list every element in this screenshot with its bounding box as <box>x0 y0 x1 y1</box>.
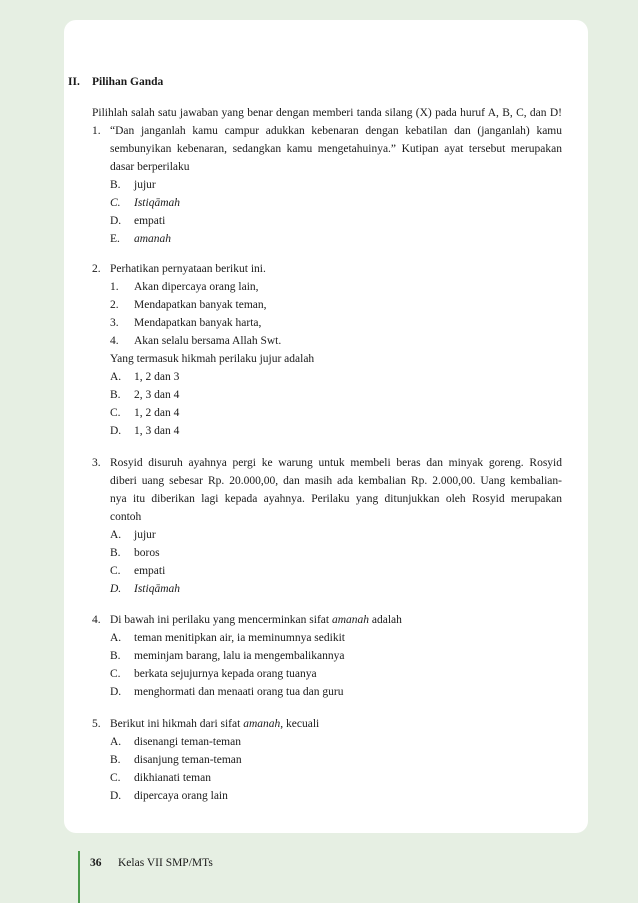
q2-option-text: 1, 2 dan 4 <box>134 407 180 419</box>
q1-option-letter: E. <box>110 233 120 245</box>
q3-line-1: Rosyid disuruh ayahnya pergi ke warung untuk membeli beras dan minyak goreng. Rosyid <box>110 457 562 469</box>
q5-option-text: dikhianati teman <box>134 772 211 784</box>
q3-line-3: nya itu diberikan lagi kepada ayahnya. Perilaku yang ditunjukkan oleh Rosyid merupakan <box>110 493 562 505</box>
q2-option-letter: B. <box>110 389 121 401</box>
q4-number: 4. <box>92 614 101 626</box>
q2-option-text: 2, 3 dan 4 <box>134 389 180 401</box>
q1-option-letter: C. <box>110 197 121 209</box>
section-number: II. <box>68 76 80 88</box>
q1-number: 1. <box>92 125 101 137</box>
q3-option-letter: D. <box>110 583 122 595</box>
q1-line-3: dasar berperilaku <box>110 161 190 173</box>
q5-option-letter: A. <box>110 736 122 748</box>
section-title: Pilihan Ganda <box>92 76 164 88</box>
q5-option-letter: C. <box>110 772 121 784</box>
q3-option-letter: A. <box>110 529 122 541</box>
q2-option-letter: A. <box>110 371 122 383</box>
q3-option-letter: C. <box>110 565 121 577</box>
q1-option-text: jujur <box>134 179 156 191</box>
q2-option-letter: C. <box>110 407 121 419</box>
q2-statement-text: Mendapatkan banyak teman, <box>134 299 267 311</box>
q1-option-text: empati <box>134 215 166 227</box>
q5-number: 5. <box>92 718 101 730</box>
q2-text: Perhatikan pernyataan berikut ini. <box>110 263 266 275</box>
q4-option-text: menghormati dan menaati orang tua dan guru <box>134 686 344 698</box>
q2-statement-number: 1. <box>110 281 119 293</box>
q4-option-text: berkata sejujurnya kepada orang tuanya <box>134 668 317 680</box>
q2-number: 2. <box>92 263 101 275</box>
q4-option-letter: D. <box>110 686 122 698</box>
footer-book-title: Kelas VII SMP/MTs <box>118 857 213 869</box>
q5-option-letter: B. <box>110 754 121 766</box>
q2-statement-text: Akan dipercaya orang lain, <box>134 281 259 293</box>
q3-line-2: diberi uang sebesar Rp. 20.000,00, dan masih ada kembalian Rp. 2.000,00. Uang kembalian- <box>110 475 562 487</box>
q2-statement-text: Akan selalu bersama Allah Swt. <box>134 335 282 347</box>
q1-option-text: Istiqāmah <box>134 197 180 209</box>
q4-option-text: teman menitipkan air, ia meminumnya sedikit <box>134 632 345 644</box>
q3-option-text: jujur <box>134 529 156 541</box>
q1-option-letter: D. <box>110 215 122 227</box>
q4-text: Di bawah ini perilaku yang mencerminkan sifat amanah adalah <box>110 614 402 626</box>
q3-line-4: contoh <box>110 511 142 523</box>
q4-option-letter: A. <box>110 632 122 644</box>
q1-option-text: amanah <box>134 233 172 245</box>
footer-divider <box>78 851 80 903</box>
q1-line-1: “Dan janganlah kamu campur adukkan kebenaran dengan kebatilan dan (janganlah) kamu <box>110 125 562 137</box>
q3-number: 3. <box>92 457 101 469</box>
q2-option-letter: D. <box>110 425 122 437</box>
q5-text: Berikut ini hikmah dari sifat amanah, kecuali <box>110 718 320 730</box>
q2-option-text: 1, 3 dan 4 <box>134 425 180 437</box>
q5-option-text: disanjung teman-teman <box>134 754 242 766</box>
q2-statement-number: 2. <box>110 299 119 311</box>
q2-statement-number: 4. <box>110 335 119 347</box>
q4-option-text: meminjam barang, lalu ia mengembalikannya <box>134 650 345 662</box>
q5-option-letter: D. <box>110 790 122 802</box>
instruction: Pilihlah salah satu jawaban yang benar dengan memberi tanda silang (X) pada huruf A, B, C, dan D! <box>92 107 562 119</box>
q3-option-text: boros <box>134 547 160 559</box>
q2-option-text: 1, 2 dan 3 <box>134 371 180 383</box>
q3-option-text: Istiqāmah <box>134 583 180 595</box>
q2-statement-number: 3. <box>110 317 119 329</box>
q5-option-text: disenangi teman-teman <box>134 736 241 748</box>
q4-option-letter: C. <box>110 668 121 680</box>
q3-option-letter: B. <box>110 547 121 559</box>
page-number: 36 <box>90 857 102 869</box>
q3-option-text: empati <box>134 565 166 577</box>
q2-question: Yang termasuk hikmah perilaku jujur adalah <box>110 353 315 365</box>
q1-line-2: sembunyikan kebenaran, sedangkan kamu mengetahuinya.” Kutipan ayat tersebut merupakan <box>110 143 562 155</box>
q2-statement-text: Mendapatkan banyak harta, <box>134 317 262 329</box>
q1-option-letter: B. <box>110 179 121 191</box>
q4-option-letter: B. <box>110 650 121 662</box>
q5-option-text: dipercaya orang lain <box>134 790 228 802</box>
